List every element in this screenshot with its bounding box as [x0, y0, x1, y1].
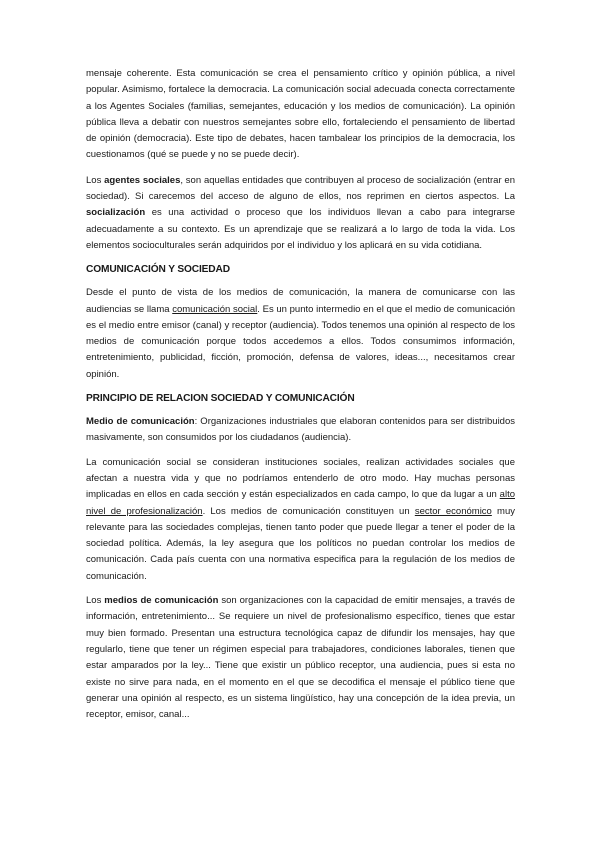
- term-medio-comunicacion: Medio de comunicación: [86, 416, 195, 428]
- heading-comunicacion-sociedad: COMUNICACIÓN Y SOCIEDAD: [86, 264, 230, 276]
- term-agentes-sociales: agentes sociales: [104, 174, 181, 186]
- term-profesionalizacion: alto nivel de profesionalización: [86, 489, 515, 517]
- paragraph-medios-organizaciones: Los medios de comunicación son organizaciones con la capacidad de emitir mensajes, a través de información, entretenimiento... Se requiere un nivel de profesionalismo específico, tienes que estar muy bien formado. Presentan una estructura tecnológica capaz de difundir los mensajes, hay que regularlo, tiene que tener un régimen especial para trabajadores, condiciones laborales, tienen que estar amparados por la ley... Tiene que existir un público receptor, una audiencia, pues si esta no existe no sirve para nada, en el momento en el que se decodifica el mensaje el público tiene que generar una opinión al respecto, es un sistema lingüístico, hay una concepción de la idea previa, un receptor, emisor, canal...: [86, 595, 515, 721]
- paragraph-agentes-sociales: Los agentes sociales, son aquellas entidades que contribuyen al proceso de socialización (entrar en sociedad). Si carecemos del acceso de alguno de ellos, nos reprimen en ciertos aspectos. La socialización es una actividad o proceso que los individuos llevan a cabo para integrarse adecuadamente a su contexto. Es un aprendizaje que se realizará a lo largo de toda la vida. Los elementos socioculturales serán adquiridos por el individuo y los aplicará en su vida cotidiana.: [86, 174, 515, 251]
- term-medios-comunicacion: medios de comunicación: [104, 595, 219, 607]
- term-comunicacion-social: comunicación social: [172, 303, 258, 315]
- paragraph-intro: mensaje coherente. Esta comunicación se crea el pensamiento crítico y opinión pública, a nivel popular. Asimismo, fortalece la democracia. La comunicación social adecuada conecta correctamente a los Agentes Sociales (familias, semejantes, educación y los medios de comunicación). La opinión pública lleva a debatir con nuestros semejantes sobre ello, fortaleciendo el pensamiento de libertad de opinión (democracia). Este tipo de debates, hacen tambalear los principios de la democracia, los cuestionamos (qué se puede y no se puede decir).: [86, 68, 515, 161]
- paragraph-medio-comunicacion: Medio de comunicación: Organizaciones industriales que elaboran contenidos para ser distribuidos masivamente, son consumidos por los ciudadanos (audiencia).: [86, 416, 515, 444]
- paragraph-instituciones-sociales: La comunicación social se consideran instituciones sociales, realizan actividades sociales que afectan a nuestra vida y que no podríamos entenderlo de otro modo. Hay muchas personas implicadas en ellos en cada sección y están especializados en cada campo, lo que da lugar a un alto nivel de profesionalización. Los medios de comunicación constituyen un sector económico muy relevante para las sociedades complejas, tienen tanto poder que puede llegar a tener el poder de la sociedad política. Además, la ley asegura que los políticos no puedan controlar los medios de comunicación. Cada país cuenta con una normativa especifica para la regulación de los medios de comunicación.: [86, 456, 515, 582]
- paragraph-comunicacion-social: Desde el punto de vista de los medios de comunicación, la manera de comunicarse con las audiencias se llama comunicación social. Es un punto intermedio en el que el medio de comunicación es el medio entre emisor (canal) y receptor (audiencia). Todos tenemos una opinión al respecto de los medios de comunicación porque todos accedemos a ellos. Todos consumimos información, entretenimiento, publicidad, ficción, promoción, defensa de valores, ideas..., necesitamos crear opinión.: [86, 287, 516, 380]
- term-sector-economico: sector económico: [414, 505, 492, 517]
- term-socializacion: socialización: [86, 207, 146, 219]
- heading-principio-relacion: PRINCIPIO DE RELACION SOCIEDAD Y COMUNICACIÓN: [86, 393, 355, 405]
